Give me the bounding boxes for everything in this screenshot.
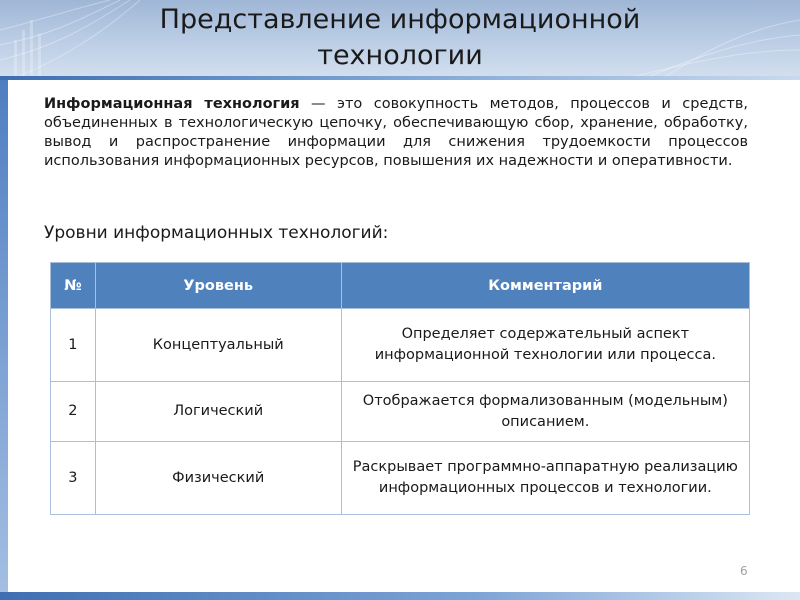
header-level: Уровень bbox=[95, 263, 341, 309]
table-header-row bbox=[51, 263, 750, 309]
definition-term: Информационная технология bbox=[44, 96, 300, 112]
header-comment: Комментарий bbox=[341, 263, 749, 309]
row-num: 1 bbox=[51, 309, 96, 382]
page-number: 6 bbox=[740, 564, 748, 578]
row-comment: Определяет содержательный аспект информационной технологии или процесса. bbox=[341, 309, 749, 382]
title-line-2: технологии bbox=[317, 40, 483, 71]
bottom-accent-bar bbox=[0, 592, 800, 600]
row-num: 2 bbox=[51, 382, 96, 442]
table-row bbox=[51, 382, 750, 442]
row-comment: Раскрывает программно-аппаратную реализацию информационных процессов и технологии. bbox=[341, 442, 749, 515]
levels-table bbox=[50, 262, 750, 515]
title-line-1: Представление информационной bbox=[159, 4, 641, 35]
row-level: Концептуальный bbox=[95, 309, 341, 382]
row-level: Логический bbox=[95, 382, 341, 442]
header-underline bbox=[0, 76, 800, 80]
row-comment: Отображается формализованным (модельным) описанием. bbox=[341, 382, 749, 442]
row-num: 3 bbox=[51, 442, 96, 515]
table-row bbox=[51, 309, 750, 382]
slide-header bbox=[0, 0, 800, 80]
levels-heading: Уровни информационных технологий: bbox=[44, 223, 389, 243]
definition-paragraph bbox=[44, 95, 748, 171]
row-level: Физический bbox=[95, 442, 341, 515]
definition-text: — это совокупность методов, процессов и средств, объединенных в технологическую цепочку, обеспечивающую сбор, хранение, обработку, вывод и распространение информации для снижения трудоемкости процессов использования информационных ресурсов, повышения их надежности и оперативности. bbox=[44, 96, 748, 169]
left-accent-bar bbox=[0, 80, 8, 600]
slide-title bbox=[0, 2, 800, 74]
header-num: № bbox=[51, 263, 96, 309]
table-row bbox=[51, 442, 750, 515]
